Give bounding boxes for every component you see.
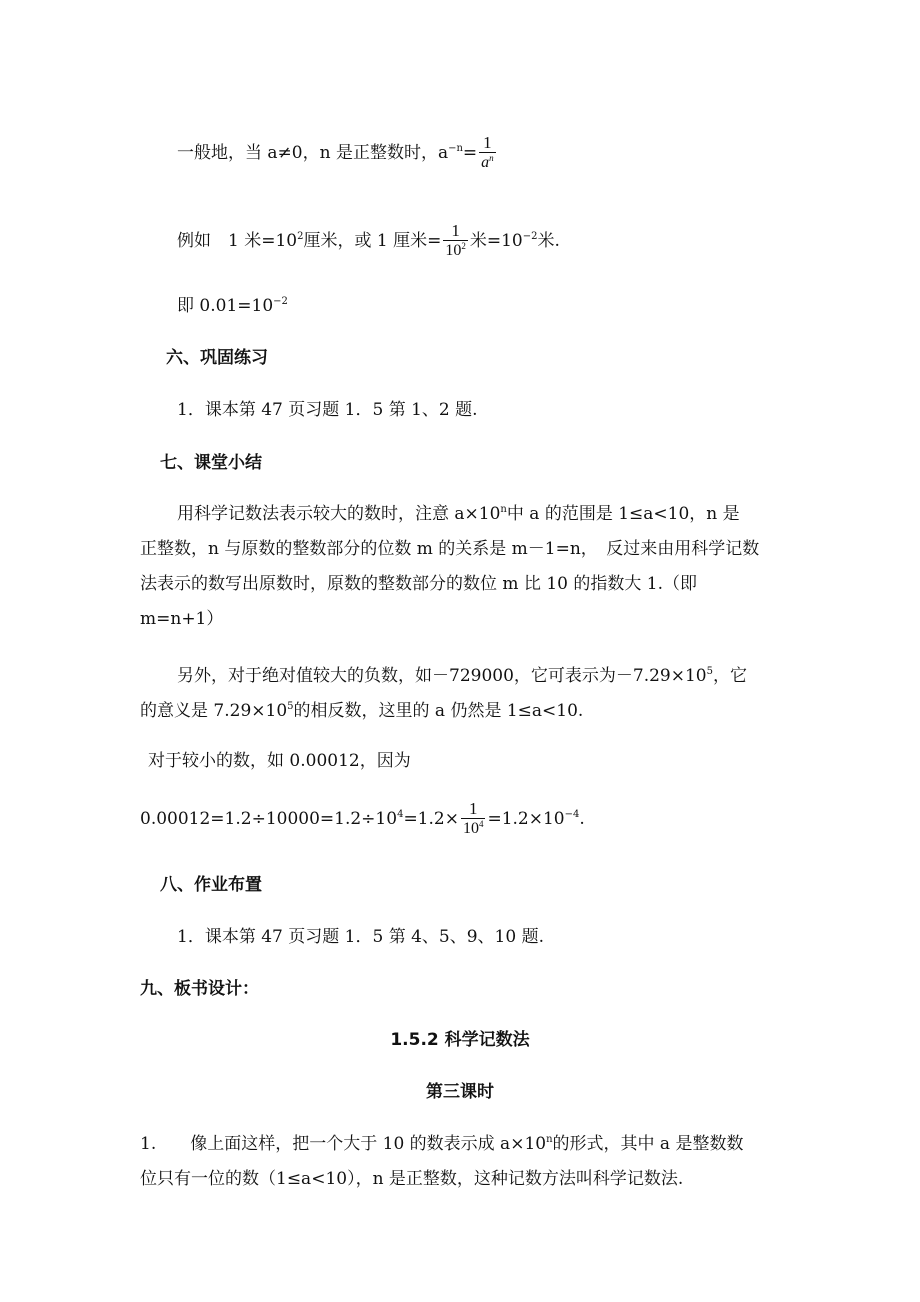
- equals-sign: =: [462, 143, 478, 163]
- blackboard-subtitle: 第三课时: [426, 1082, 494, 1102]
- homework-item-1: 1．课本第 47 页习题 1．5 第 4、5、9、10 题.: [177, 927, 544, 947]
- summary-text-2: 的相反数，这里的 a 仍然是 1≤a<10.: [293, 701, 584, 721]
- exponent: 5: [706, 666, 713, 677]
- fraction-1-over-a-n: [479, 134, 496, 173]
- exponent: −4: [564, 809, 580, 820]
- summary-text-2: ，它: [713, 666, 747, 686]
- exponent: n: [500, 504, 507, 515]
- exponent: n: [546, 1134, 553, 1145]
- fraction-1-over-10-2: [443, 222, 468, 261]
- exponent: −2: [522, 231, 538, 242]
- summary-text: 的意义是 7.29×10: [140, 701, 288, 721]
- definition-text-2: 的形式，其中 a 是整数数: [552, 1134, 744, 1154]
- section-heading-summary: 七、课堂小结: [160, 453, 262, 473]
- section-heading-blackboard: 九、板书设计：: [140, 979, 259, 999]
- section-heading-practice: 六、巩固练习: [166, 348, 268, 368]
- summary-p3-line2: [140, 800, 585, 839]
- fraction-1-over-10-4: [461, 800, 486, 839]
- section-heading-homework: 八、作业布置: [160, 875, 262, 895]
- equation-text-2: =1.2×: [403, 809, 459, 829]
- fraction-numerator: 1: [468, 799, 478, 818]
- example-text-4: 米.: [537, 231, 560, 251]
- exponent: 4: [397, 809, 404, 820]
- fraction-denominator: 10: [462, 820, 479, 837]
- fraction-denominator-exponent: 2: [461, 241, 466, 251]
- fraction-denominator: a: [481, 154, 490, 171]
- summary-p2-line2: [140, 699, 583, 723]
- summary-text-2: 中 a 的范围是 1≤a<10，n 是: [506, 504, 740, 524]
- definition-text: 一般地，当 a≠0，n 是正整数时，a: [177, 143, 449, 163]
- example-text-2: 厘米，或 1 厘米=: [303, 231, 442, 251]
- exponent: −2: [273, 296, 288, 307]
- conclusion-text: 即 0.01=10: [177, 296, 274, 316]
- example-text-3: 米=10: [469, 231, 523, 251]
- blackboard-item-1-line1: [140, 1132, 743, 1156]
- exponent: −n: [448, 143, 463, 154]
- summary-p2-line1: [177, 664, 747, 688]
- blackboard-title: 1.5.2 科学记数法: [390, 1030, 530, 1050]
- summary-p1-line2: 正整数，n 与原数的整数部分的位数 m 的关系是 m－1=n， 反过来由用科学记数: [140, 539, 760, 559]
- equation-text: 0.00012=1.2÷10000=1.2÷10: [140, 809, 398, 829]
- fraction-denominator-exponent: n: [489, 153, 494, 163]
- blackboard-item-1-line2: 位只有一位的数（1≤a<10），n 是正整数，这种记数方法叫科学记数法.: [140, 1169, 684, 1189]
- equation-text-3: =1.2×10: [487, 809, 565, 829]
- summary-p1-line3: 法表示的数写出原数时，原数的整数部分的数位 m 比 10 的指数大 1.（即: [140, 574, 697, 594]
- summary-p1-line4: m=n+1）: [140, 609, 224, 629]
- fraction-denominator-exponent: 4: [478, 819, 484, 829]
- exponent: 5: [287, 701, 294, 712]
- summary-p1-line1: [177, 502, 740, 526]
- example-line: [177, 222, 560, 261]
- summary-text: 另外，对于绝对值较大的负数，如－729000，它可表示为－7.29×10: [177, 666, 707, 686]
- fraction-denominator: 10: [445, 242, 462, 259]
- definition-line: [177, 134, 498, 173]
- practice-item-1: 1．课本第 47 页习题 1．5 第 1、2 题.: [177, 400, 478, 420]
- equation-text-4: .: [579, 809, 585, 829]
- conclusion-line: [177, 294, 288, 318]
- fraction-numerator: 1: [451, 221, 460, 240]
- fraction-numerator: 1: [483, 133, 492, 152]
- exponent: 2: [297, 231, 304, 242]
- summary-p3-line1: 对于较小的数，如 0.00012，因为: [148, 751, 411, 771]
- summary-text: 用科学记数法表示较大的数时，注意 a×10: [177, 504, 501, 524]
- definition-text: 1. 像上面这样，把一个大于 10 的数表示成 a×10: [140, 1134, 547, 1154]
- example-text: 例如 1 米=10: [177, 231, 298, 251]
